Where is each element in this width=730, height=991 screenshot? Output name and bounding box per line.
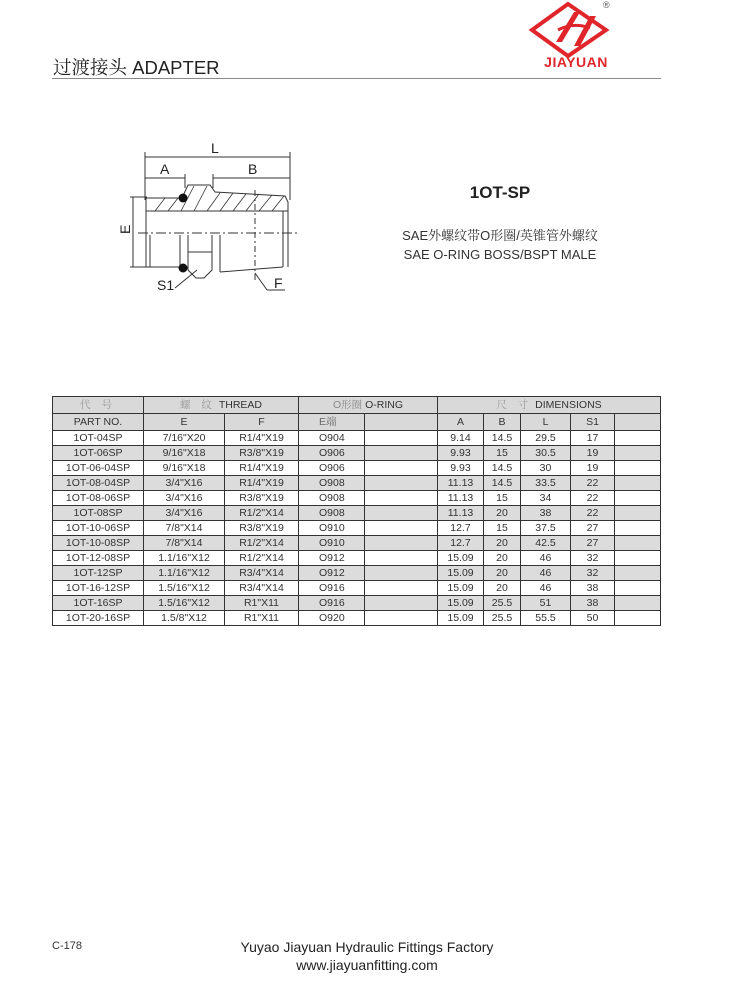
cell-s1: 22 xyxy=(571,476,615,491)
cell-a: 15.09 xyxy=(438,566,484,581)
fitting-technical-drawing xyxy=(100,130,320,310)
company-website: www.jiayuanfitting.com xyxy=(296,957,438,973)
table-row xyxy=(53,461,661,476)
cell-blank xyxy=(365,476,438,491)
cell-oring: O906 xyxy=(299,461,365,476)
cell-b: 20 xyxy=(484,536,521,551)
cell-f: R1/2"X14 xyxy=(225,551,299,566)
cell-f: R3/4"X14 xyxy=(225,566,299,581)
cell-l: 37.5 xyxy=(521,521,571,536)
product-description xyxy=(360,226,640,264)
header-B: B xyxy=(484,414,521,431)
cell-s1: 22 xyxy=(571,491,615,506)
group-header-row xyxy=(53,397,661,414)
cell-s1: 50 xyxy=(571,611,615,626)
cell-oring: O912 xyxy=(299,551,365,566)
cell-blank xyxy=(615,596,661,611)
cell-l: 33.5 xyxy=(521,476,571,491)
cell-b: 15 xyxy=(484,521,521,536)
cell-blank xyxy=(365,611,438,626)
cell-b: 20 xyxy=(484,581,521,596)
cell-f: R1/4"X19 xyxy=(225,476,299,491)
cell-f: R1/2"X14 xyxy=(225,536,299,551)
cell-oring: O908 xyxy=(299,506,365,521)
cell-a: 15.09 xyxy=(438,581,484,596)
cell-a: 12.7 xyxy=(438,536,484,551)
cell-blank xyxy=(365,431,438,446)
cell-e: 9/16"X18 xyxy=(144,446,225,461)
cell-f: R3/8"X19 xyxy=(225,446,299,461)
table-row xyxy=(53,611,661,626)
cell-a: 9.93 xyxy=(438,461,484,476)
cell-blank xyxy=(615,446,661,461)
cell-oring: O910 xyxy=(299,536,365,551)
cell-b: 25.5 xyxy=(484,611,521,626)
cell-e: 1.5/16"X12 xyxy=(144,581,225,596)
cell-l: 51 xyxy=(521,596,571,611)
cell-b: 20 xyxy=(484,506,521,521)
product-code: 1OT-SP xyxy=(469,183,531,202)
cell-b: 14.5 xyxy=(484,461,521,476)
table-row xyxy=(53,506,661,521)
cell-e: 7/8"X14 xyxy=(144,536,225,551)
label-B: B xyxy=(248,161,258,177)
table-row xyxy=(53,476,661,491)
cell-a: 15.09 xyxy=(438,551,484,566)
cell-f: R3/8"X19 xyxy=(225,491,299,506)
cell-l: 29.5 xyxy=(521,431,571,446)
cell-a: 11.13 xyxy=(438,506,484,521)
cell-b: 14.5 xyxy=(484,476,521,491)
cell-oring: O904 xyxy=(299,431,365,446)
cell-s1: 32 xyxy=(571,551,615,566)
table-row xyxy=(53,536,661,551)
cell-part: 1OT-10-08SP xyxy=(53,536,144,551)
table-row xyxy=(53,431,661,446)
table-row xyxy=(53,581,661,596)
cell-s1: 27 xyxy=(571,536,615,551)
cell-e: 7/8"X14 xyxy=(144,521,225,536)
cell-blank xyxy=(615,491,661,506)
cell-oring: O906 xyxy=(299,446,365,461)
spec-table xyxy=(52,396,661,626)
cell-e: 3/4"X16 xyxy=(144,506,225,521)
cell-oring: O920 xyxy=(299,611,365,626)
cell-a: 11.13 xyxy=(438,491,484,506)
header-blank-1 xyxy=(365,414,438,431)
cell-blank xyxy=(615,431,661,446)
product-desc-en: SAE O-RING BOSS/BSPT MALE xyxy=(403,247,597,262)
cell-blank xyxy=(615,566,661,581)
cell-l: 30 xyxy=(521,461,571,476)
cell-blank xyxy=(365,506,438,521)
title-divider xyxy=(52,78,661,79)
cell-l: 46 xyxy=(521,581,571,596)
cell-e: 1.5/16"X12 xyxy=(144,596,225,611)
cell-a: 11.13 xyxy=(438,476,484,491)
cell-oring: O910 xyxy=(299,521,365,536)
cell-l: 34 xyxy=(521,491,571,506)
header-blank-2 xyxy=(615,414,661,431)
cell-blank xyxy=(365,581,438,596)
cell-a: 12.7 xyxy=(438,521,484,536)
cell-b: 14.5 xyxy=(484,431,521,446)
label-A: A xyxy=(160,161,170,177)
cell-blank xyxy=(615,611,661,626)
cell-part: 1OT-06SP xyxy=(53,446,144,461)
page-title: 过渡接头 ADAPTER xyxy=(53,57,220,78)
cell-part: 1OT-16-12SP xyxy=(53,581,144,596)
cell-oring: O916 xyxy=(299,581,365,596)
cell-part: 1OT-08-04SP xyxy=(53,476,144,491)
cell-part: 1OT-10-06SP xyxy=(53,521,144,536)
header-thread: 螺 纹 THREAD xyxy=(144,397,299,414)
table-row xyxy=(53,446,661,461)
cell-e: 1.1/16"X12 xyxy=(144,551,225,566)
cell-blank xyxy=(365,596,438,611)
cell-part: 1OT-06-04SP xyxy=(53,461,144,476)
cell-b: 25.5 xyxy=(484,596,521,611)
cell-blank xyxy=(615,506,661,521)
label-F: F xyxy=(274,275,283,291)
table-row xyxy=(53,491,661,506)
header-part-cn: 代 号 xyxy=(53,397,144,414)
cell-b: 20 xyxy=(484,551,521,566)
cell-l: 38 xyxy=(521,506,571,521)
cell-s1: 19 xyxy=(571,461,615,476)
label-S1: S1 xyxy=(157,277,175,293)
cell-part: 1OT-20-16SP xyxy=(53,611,144,626)
header-E: E xyxy=(144,414,225,431)
sub-header-row xyxy=(53,414,661,431)
cell-f: R1/4"X19 xyxy=(225,461,299,476)
cell-a: 15.09 xyxy=(438,596,484,611)
cell-s1: 38 xyxy=(571,596,615,611)
cell-a: 15.09 xyxy=(438,611,484,626)
cell-a: 9.93 xyxy=(438,446,484,461)
header-F: F xyxy=(225,414,299,431)
cell-s1: 32 xyxy=(571,566,615,581)
cell-part: 1OT-12-08SP xyxy=(53,551,144,566)
cell-l: 42.5 xyxy=(521,536,571,551)
cell-f: R1"X11 xyxy=(225,611,299,626)
header-S1: S1 xyxy=(571,414,615,431)
cell-e: 3/4"X16 xyxy=(144,491,225,506)
table-row xyxy=(53,521,661,536)
cell-s1: 17 xyxy=(571,431,615,446)
cell-oring: O908 xyxy=(299,476,365,491)
header-oring: O形圈 O-RING xyxy=(299,397,438,414)
cell-f: R3/8"X19 xyxy=(225,521,299,536)
cell-s1: 19 xyxy=(571,446,615,461)
cell-oring: O916 xyxy=(299,596,365,611)
page-number: C-178 xyxy=(52,940,82,952)
cell-blank xyxy=(365,536,438,551)
header-A: A xyxy=(438,414,484,431)
cell-l: 46 xyxy=(521,566,571,581)
cell-oring: O912 xyxy=(299,566,365,581)
cell-blank xyxy=(365,566,438,581)
cell-oring: O908 xyxy=(299,491,365,506)
cell-part: 1OT-08SP xyxy=(53,506,144,521)
cell-l: 55.5 xyxy=(521,611,571,626)
cell-e: 9/16"X18 xyxy=(144,461,225,476)
footer-company xyxy=(200,938,534,974)
cell-b: 15 xyxy=(484,491,521,506)
cell-b: 20 xyxy=(484,566,521,581)
cell-f: R1"X11 xyxy=(225,596,299,611)
header-E-end: E端 xyxy=(299,414,365,431)
cell-e: 3/4"X16 xyxy=(144,476,225,491)
cell-l: 30.5 xyxy=(521,446,571,461)
cell-a: 9.14 xyxy=(438,431,484,446)
cell-e: 7/16"X20 xyxy=(144,431,225,446)
table-row xyxy=(53,551,661,566)
label-L: L xyxy=(211,140,219,156)
cell-e: 1.5/8"X12 xyxy=(144,611,225,626)
cell-blank xyxy=(615,476,661,491)
label-E: E xyxy=(117,224,133,234)
header-dimensions: 尺 寸 DIMENSIONS xyxy=(438,397,661,414)
brand-name: JIAYUAN xyxy=(544,54,608,70)
cell-s1: 22 xyxy=(571,506,615,521)
table-row xyxy=(53,566,661,581)
product-desc-cn: SAE外螺纹带O形圈/英锥管外螺纹 xyxy=(402,228,598,243)
cell-e: 1.1/16"X12 xyxy=(144,566,225,581)
cell-l: 46 xyxy=(521,551,571,566)
table-row xyxy=(53,596,661,611)
cell-blank xyxy=(615,536,661,551)
cell-blank xyxy=(615,581,661,596)
cell-f: R1/4"X19 xyxy=(225,431,299,446)
cell-s1: 38 xyxy=(571,581,615,596)
cell-part: 1OT-16SP xyxy=(53,596,144,611)
cell-f: R3/4"X14 xyxy=(225,581,299,596)
registered-mark: ® xyxy=(603,0,610,10)
cell-b: 15 xyxy=(484,446,521,461)
cell-part: 1OT-12SP xyxy=(53,566,144,581)
cell-blank xyxy=(615,551,661,566)
cell-blank xyxy=(365,491,438,506)
company-name: Yuyao Jiayuan Hydraulic Fittings Factory xyxy=(240,939,494,955)
cell-blank xyxy=(365,461,438,476)
cell-f: R1/2"X14 xyxy=(225,506,299,521)
cell-part: 1OT-08-06SP xyxy=(53,491,144,506)
cell-blank xyxy=(615,461,661,476)
cell-blank xyxy=(365,521,438,536)
cell-blank xyxy=(365,551,438,566)
cell-blank xyxy=(615,521,661,536)
cell-blank xyxy=(365,446,438,461)
header-L: L xyxy=(521,414,571,431)
cell-part: 1OT-04SP xyxy=(53,431,144,446)
header-part-no: PART NO. xyxy=(53,414,144,431)
cell-s1: 27 xyxy=(571,521,615,536)
